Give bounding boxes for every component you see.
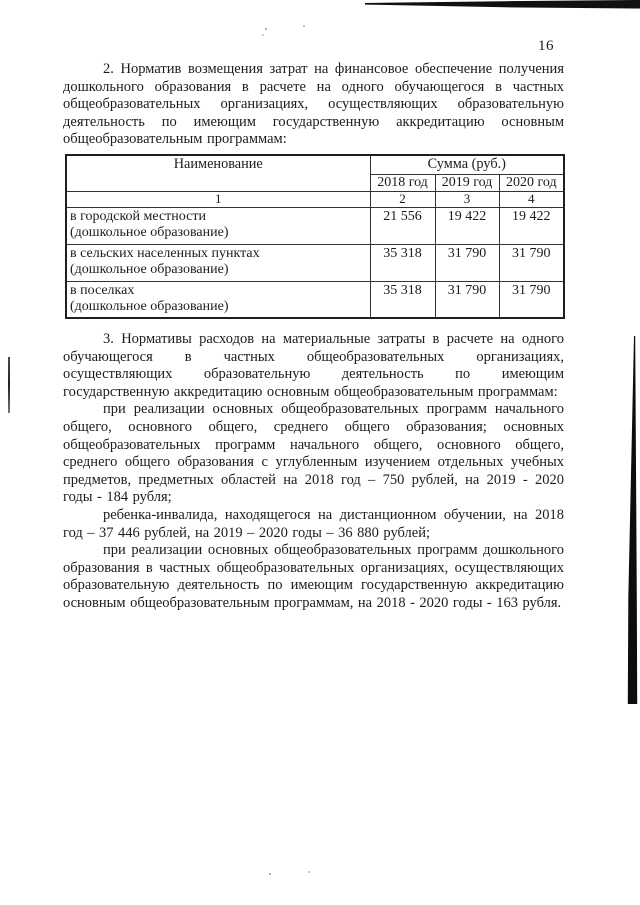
norms-table (65, 154, 565, 319)
table-row (66, 281, 564, 318)
table-header-year-2019: 2019 год (435, 174, 499, 191)
numbering-cell: 2 (370, 191, 435, 207)
table-row (66, 244, 564, 281)
paragraph-3-sub-1: при реализации основных общеобразовательных программ начального общего, основного общего, среднего общего образования; основных общеобразовательных программ начального общего, основного общего, среднего общего образования с углубленным изучением отдельных учебных предметов, предметных областей на 2018 год – 750 рублей, на 2019 - 2020 годы - 184 рубля; (63, 401, 564, 506)
scan-speck (265, 28, 267, 30)
row-name-line2: (дошкольное образование) (70, 262, 229, 278)
table-row (66, 207, 564, 244)
scan-speck (269, 873, 271, 875)
table-header-name: Наименование (66, 155, 370, 191)
scan-artifact-right-streak (624, 336, 640, 704)
paragraph-3-sub-3: при реализации основных общеобразовательных программ дошкольного образования в частных общеобразовательных организациях, осуществляющих образовательную деятельность по имеющим государственную аккредитацию основным общеобразовательным программам, на 2018 - 2020 годы - 163 рубля. (63, 542, 564, 611)
page-number: 16 (538, 38, 554, 54)
table-header-sum: Сумма (руб.) (370, 155, 564, 174)
row-name-cell (66, 244, 370, 281)
value-cell-2018: 35 318 (370, 281, 435, 318)
numbering-cell: 1 (66, 191, 370, 207)
row-name-line2: (дошкольное образование) (70, 225, 229, 241)
table-numbering-row (66, 191, 564, 207)
value-cell-2019: 31 790 (435, 281, 499, 318)
table-header-year-2020: 2020 год (499, 174, 564, 191)
table-header-year-2018: 2018 год (370, 174, 435, 191)
scan-speck (308, 871, 310, 873)
row-name-cell (66, 207, 370, 244)
row-name-line2: (дошкольное образование) (70, 299, 229, 315)
table-header-row (66, 155, 564, 174)
paragraph-3-sub-2: ребенка-инвалида, находящегося на дистанционном обучении, на 2018 год – 37 446 рублей, на 2019 – 2020 годы – 36 880 рублей; (63, 506, 564, 541)
row-name-cell (66, 281, 370, 318)
value-cell-2020: 31 790 (499, 281, 564, 318)
paragraph-2: 2. Норматив возмещения затрат на финансовое обеспечение получения дошкольного образования в расчете на одного обучающегося в частных общеобразовательных организациях, осуществляющих образовательную деятельность по имеющим государственную аккредитацию основным общеобразовательным программам: (63, 61, 564, 148)
paragraph-3: 3. Нормативы расходов на материальные затраты в расчете на одного обучающегося в частных общеобразовательных организациях, осуществляющих образовательную деятельность по имеющим государственную аккредитацию основным общеобразовательным программам: (63, 331, 564, 400)
numbering-cell: 4 (499, 191, 564, 207)
numbering-cell: 3 (435, 191, 499, 207)
scan-artifact-left-mark (8, 357, 10, 413)
value-cell-2019: 31 790 (435, 244, 499, 281)
row-name-line1: в сельских населенных пунктах (70, 245, 260, 261)
row-name-line1: в поселках (70, 282, 135, 298)
value-cell-2018: 35 318 (370, 244, 435, 281)
row-name-line1: в городской местности (70, 208, 206, 224)
value-cell-2020: 31 790 (499, 244, 564, 281)
scan-speck (303, 25, 305, 27)
scan-speck (262, 34, 264, 36)
scan-artifact-top-bar (365, 0, 640, 10)
value-cell-2018: 21 556 (370, 207, 435, 244)
value-cell-2020: 19 422 (499, 207, 564, 244)
value-cell-2019: 19 422 (435, 207, 499, 244)
